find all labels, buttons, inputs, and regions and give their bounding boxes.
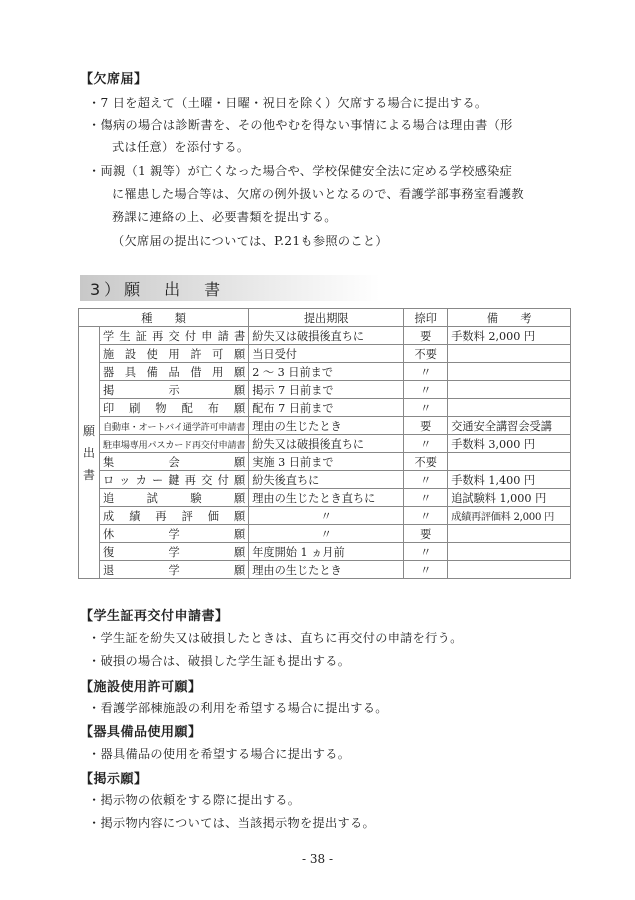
absence-line-3: 式は任意）を添付する。	[112, 140, 250, 154]
absence-heading: 【欠席届】	[80, 72, 148, 87]
row-seal: 〃	[404, 363, 448, 381]
row-seal: 不要	[404, 345, 448, 363]
row-seal: 〃	[404, 399, 448, 417]
table-row	[79, 345, 571, 363]
absence-line-2: ・傷病の場合は診断書を、その他やむを得ない事情による場合は理由書（形	[88, 118, 513, 132]
row-note	[448, 453, 571, 471]
equipment-heading: 【器具備品使用願】	[80, 725, 202, 740]
row-note	[448, 525, 571, 543]
facility-line-1: ・看護学部棟施設の利用を希望する場合に提出する。	[88, 701, 388, 715]
header-type: 種 類	[79, 309, 249, 327]
table-row	[79, 525, 571, 543]
row-type: 学生証再交付申請書	[100, 327, 249, 345]
absence-line-4: ・両親（1 親等）が亡くなった場合や、学校保健安全法に定める学校感染症	[88, 164, 513, 178]
row-deadline: 理由の生じたとき	[249, 417, 404, 435]
row-note	[448, 345, 571, 363]
row-note: 成績再評価料 2,000 円	[448, 507, 571, 525]
row-deadline: 理由の生じたとき直ちに	[249, 489, 404, 507]
row-type: ロッカー鍵再交付願	[100, 471, 249, 489]
table-header-row	[79, 309, 571, 327]
row-deadline: 紛失後直ちに	[249, 471, 404, 489]
row-seal: 要	[404, 417, 448, 435]
row-note: 手数料 3,000 円	[448, 435, 571, 453]
row-seal: 〃	[404, 507, 448, 525]
row-type: 追試験願	[100, 489, 249, 507]
row-type: 印刷物配布願	[100, 399, 249, 417]
absence-line-7: （欠席届の提出については、P.21も参照のこと）	[112, 234, 388, 248]
row-deadline: 2 ～ 3 日前まで	[249, 363, 404, 381]
row-note	[448, 363, 571, 381]
table-row	[79, 507, 571, 525]
row-deadline: 〃	[249, 507, 404, 525]
row-deadline: 当日受付	[249, 345, 404, 363]
row-type: 器具備品借用願	[100, 363, 249, 381]
row-type: 掲示願	[100, 381, 249, 399]
row-type: 施設使用許可願	[100, 345, 249, 363]
row-deadline: 紛失又は破損後直ちに	[249, 435, 404, 453]
row-note	[448, 381, 571, 399]
posting-line-1: ・掲示物の依頼をする際に提出する。	[88, 793, 301, 807]
row-note: 手数料 1,400 円	[448, 471, 571, 489]
row-seal: 要	[404, 525, 448, 543]
facility-heading: 【施設使用許可願】	[80, 680, 202, 695]
section-title: 3）願 出 書	[90, 280, 225, 299]
page-number: - 38 -	[301, 852, 333, 866]
row-type: 自動車・オートバイ通学許可申請書	[100, 417, 249, 435]
row-deadline: 年度開始 1 ヵ月前	[249, 543, 404, 561]
row-deadline: 実施 3 日前まで	[249, 453, 404, 471]
row-note	[448, 543, 571, 561]
absence-line-1: ・7 日を超えて（土曜・日曜・祝日を除く）欠席する場合に提出する。	[88, 96, 488, 110]
row-seal: 〃	[404, 435, 448, 453]
table-row	[79, 363, 571, 381]
absence-line-5: に罹患した場合等は、欠席の例外扱いとなるので、看護学部事務室看護教	[112, 187, 524, 201]
row-deadline: 配布 7 日前まで	[249, 399, 404, 417]
row-seal: 要	[404, 327, 448, 345]
table-row	[79, 489, 571, 507]
side-label: 願 出 書	[79, 327, 100, 579]
table-row	[79, 453, 571, 471]
row-note: 手数料 2,000 円	[448, 327, 571, 345]
student-id-line-1: ・学生証を紛失又は破損したときは、直ちに再交付の申請を行う。	[88, 631, 463, 645]
table-row	[79, 435, 571, 453]
row-type: 駐車場専用パスカード再交付申請書	[100, 435, 249, 453]
header-note: 備 考	[448, 309, 571, 327]
row-note: 交通安全講習会受講	[448, 417, 571, 435]
section-title-band	[80, 275, 380, 301]
table-row	[79, 381, 571, 399]
row-deadline: 紛失又は破損後直ちに	[249, 327, 404, 345]
student-id-line-2: ・破損の場合は、破損した学生証も提出する。	[88, 654, 351, 668]
header-deadline: 提出期限	[249, 309, 404, 327]
absence-line-6: 務課に連絡の上、必要書類を提出する。	[112, 210, 337, 224]
row-seal: 〃	[404, 543, 448, 561]
posting-heading: 【掲示願】	[80, 772, 148, 787]
row-deadline: 理由の生じたとき	[249, 561, 404, 579]
row-seal: 〃	[404, 381, 448, 399]
row-deadline: 掲示 7 日前まで	[249, 381, 404, 399]
row-type: 休学願	[100, 525, 249, 543]
table-row	[79, 327, 571, 345]
row-type: 退学願	[100, 561, 249, 579]
row-note: 追試験料 1,000 円	[448, 489, 571, 507]
table-row	[79, 417, 571, 435]
row-type: 成績再評価願	[100, 507, 249, 525]
table-row	[79, 471, 571, 489]
row-note	[448, 399, 571, 417]
table-row	[79, 399, 571, 417]
row-type: 復学願	[100, 543, 249, 561]
row-seal: 〃	[404, 561, 448, 579]
row-deadline: 〃	[249, 525, 404, 543]
row-type: 集会願	[100, 453, 249, 471]
header-seal: 捺印	[404, 309, 448, 327]
petition-table	[78, 308, 571, 579]
table-row	[79, 561, 571, 579]
posting-line-2: ・掲示物内容については、当該掲示物を提出する。	[88, 816, 375, 830]
student-id-heading: 【学生証再交付申請書】	[80, 609, 229, 624]
row-seal: 〃	[404, 471, 448, 489]
row-seal: 不要	[404, 453, 448, 471]
equipment-line-1: ・器具備品の使用を希望する場合に提出する。	[88, 747, 351, 761]
row-note	[448, 561, 571, 579]
table-row	[79, 543, 571, 561]
row-seal: 〃	[404, 489, 448, 507]
